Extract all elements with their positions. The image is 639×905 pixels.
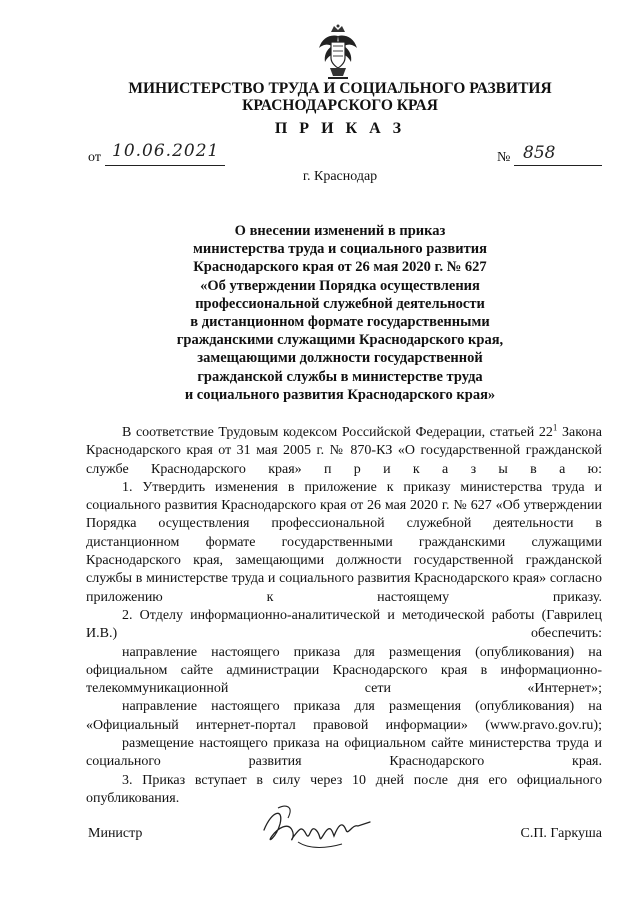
subject-line: в дистанционном формате государственными [190,314,490,331]
intro-text-part2: Закона Краснодарского края от 31 мая 2005 г. № 870-КЗ «О государственной гражданской службе Краснодарского края» п р и к а з ы в а ю: [86,425,602,477]
item-2: 2. Отделу информационно-аналитической и методической работы (Гаврилец И.В.) обеспечить: [86,607,602,642]
subject-line: замещающими должности государственной [197,350,483,367]
ministry-name-line2: КРАСНОДАРСКОГО КРАЯ [242,97,438,114]
item-2-b: направление настоящего приказа для размещения (опубликования) на «Официальный интернет-портал правовой информации» (www.pravo.gov.ru); [86,699,602,733]
order-subject [80,222,600,404]
number-underline [514,165,602,166]
date-prefix: от [88,150,101,165]
item-3: 3. Приказ вступает в силу через 10 дней после дня его официального опубликования. [86,772,602,806]
ministry-name-line1: МИНИСТЕРСТВО ТРУДА И СОЦИАЛЬНОГО РАЗВИТИЯ [128,80,552,97]
subject-line: гражданскими служащими Краснодарского края, [176,332,504,349]
subject-line: Краснодарского края от 26 мая 2020 г. № 627 [193,259,487,276]
item-2-c: размещение настоящего приказа на официальном сайте министерства труда и социального развития Краснодарского края. [86,736,602,770]
item-1: 1. Утвердить изменения в приложение к приказу министерства труда и социального развития Краснодарского края от 26 мая 2020 г. № 627 «Об утверждении Порядка осуществления профессиональной служебной деятельности в дистанционном формате государственными гражданскими служащими Краснодарского края, замещающими должности государственной гражданской службы в министерстве труда и социального развития Краснодарского края» согласно приложению к настоящему приказу. [86,479,602,605]
intro-paragraph [86,424,602,479]
ministry-name [80,80,600,114]
handwritten-date: 10.06.2021 [112,141,220,161]
order-title: П Р И К А З [274,120,406,137]
signer-name: С.П. Гаркуша [520,826,602,841]
subject-line: «Об утверждении Порядка осуществления [200,277,480,294]
order-body [86,424,602,808]
subject-line: министерства труда и социального развития [193,241,487,258]
handwritten-number: 858 [523,143,556,163]
subject-line: профессиональной служебной деятельности [195,295,485,312]
minister-title: Министр [88,826,143,841]
coat-of-arms-icon [316,24,360,82]
subject-line: и социального развития Краснодарского края» [184,386,496,403]
subject-line: гражданской службы в министерстве труда [197,368,483,385]
item-2-a: направление настоящего приказа для размещения (опубликования) на официальном сайте администрации Краснодарского края в информационно-телекоммуникационной сети «Интернет»; [86,644,602,697]
signature-icon [258,800,378,856]
date-underline [105,165,225,166]
city-label: г. Краснодар [302,169,378,184]
subject-line: О внесении изменений в приказ [234,223,446,239]
intro-superscript: 1 [552,422,558,433]
intro-text-part1: В соответствие Трудовым кодексом Российской Федерации, статьей 22 [122,425,553,440]
number-prefix: № [497,150,511,165]
